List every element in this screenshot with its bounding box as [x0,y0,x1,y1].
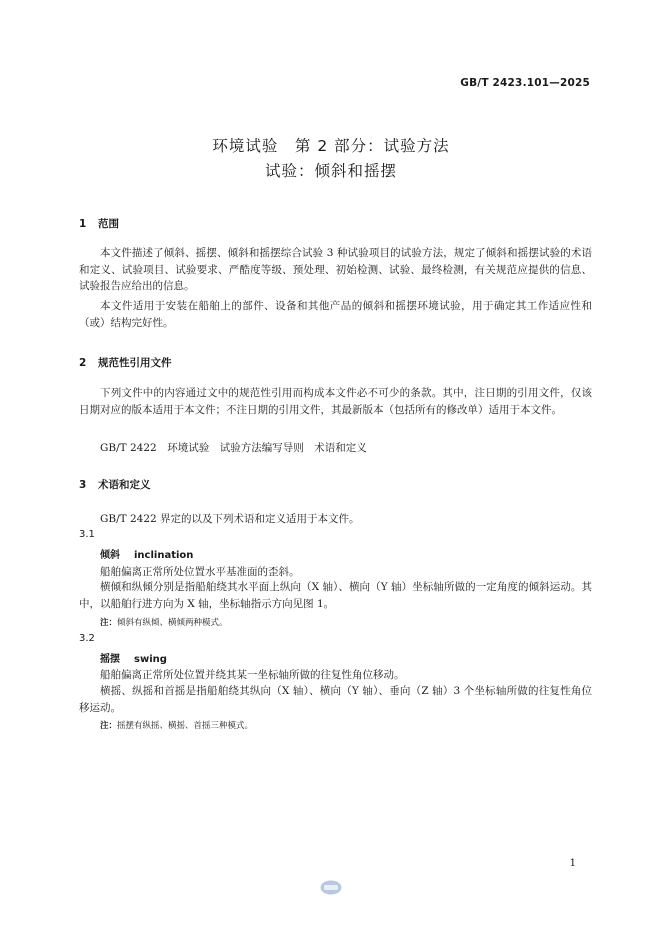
standard-code: GB/T 2423.101—2025 [460,77,590,89]
note-text: 摇摆有纵摇、横摇、首摇三种模式。 [117,721,254,731]
term-note [100,616,228,628]
section-2-heading [79,355,172,370]
term-heading [100,546,193,561]
section-number: 2 [79,357,87,369]
section-title: 范围 [98,218,119,230]
section-title: 规范性引用文件 [98,357,172,369]
section-number: 3 [79,479,87,491]
term-number: 3.2 [79,633,95,644]
normative-references-paragraph: 下列文件中的内容通过文中的规范性引用而构成本文件必不可少的条款。其中，注日期的引用文件，仅该日期对应的版本适用于本文件；不注日期的引用文件，其最新版本（包括所有的修改单）适用于本文件。 [79,387,592,416]
section-1-heading [79,216,119,231]
terms-intro: GB/T 2422 界定的以及下列术语和定义适用于本文件。 [100,513,360,525]
note-label: 注： [100,721,118,731]
term-number: 3.1 [79,529,95,540]
section-3-heading [79,477,151,492]
term-english: swing [134,654,167,665]
scope-paragraph-2: 本文件适用于安装在船舶上的部件、设备和其他产品的倾斜和摇摆环境试验，用于确定其工作适应性和（或）结构完好性。 [79,300,592,329]
section-title: 术语和定义 [98,479,151,491]
title-line-1: 环境试验 第 2 部分：试验方法 [212,137,450,155]
page-number: 1 [569,858,576,869]
term-explanation: 横倾和纵倾分别是指船舶绕其水平面上纵向（X 轴）、横向（Y 轴）坐标轴所做的一定角度的倾斜运动。其中，以船舶行进方向为 X 轴，坐标轴指示方向见图 1。 [79,581,592,610]
term-english: inclination [134,550,194,561]
term-note [100,719,253,731]
term-heading [100,650,167,665]
title-line-2: 试验：倾斜和摇摆 [264,162,397,180]
term-chinese: 倾斜 [100,550,120,561]
term-definition: 船舶偏离正常所处位置并绕其某一坐标轴所做的往复性角位移动。 [100,669,405,681]
term-definition: 船舶偏离正常所处位置水平基准面的歪斜。 [100,566,300,578]
note-text: 倾斜有纵倾、横倾两种模式。 [117,618,228,628]
reference-entry: GB/T 2422 环境试验 试验方法编写导则 术语和定义 [100,442,367,454]
section-number: 1 [79,218,87,230]
note-label: 注： [100,618,118,628]
term-chinese: 摇摆 [100,654,120,665]
scope-paragraph-1: 本文件描述了倾斜、摇摆、倾斜和摇摆综合试验 3 种试验项目的试验方法，规定了倾斜和摇摆试验的术语和定义、试验项目、试验要求、严酷度等级、预处理、初始检测、试验、最终检测，有关规范应提供的信息、试验报告应给出的信息。 [79,247,592,292]
term-explanation: 横摇、纵摇和首摇是指船舶绕其纵向（X 轴）、横向（Y 轴）、垂向（Z 轴）3 个坐标轴所做的往复性角位移运动。 [79,685,592,714]
publisher-logo-icon [320,880,342,895]
